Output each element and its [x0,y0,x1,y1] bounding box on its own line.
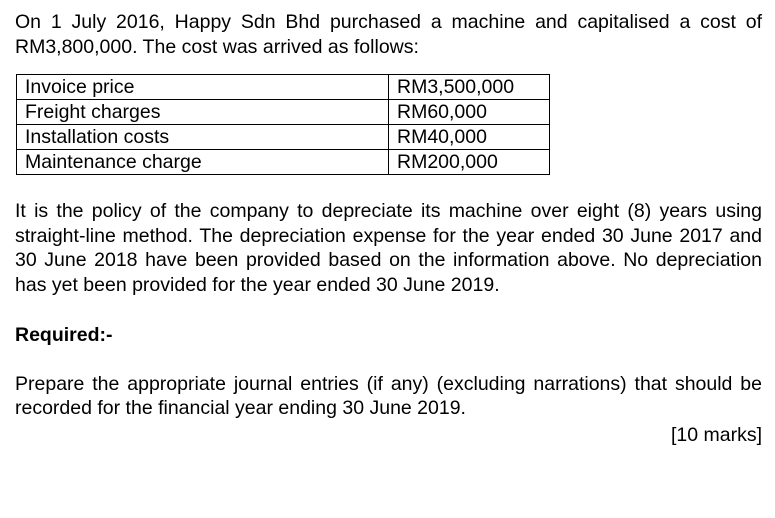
required-heading: Required:- [15,324,113,346]
cost-table [16,74,550,175]
intro-paragraph: On 1 July 2016, Happy Sdn Bhd purchased a machine and capitalised a cost of RM3,800,000. The cost was arrived as follows: [15,11,762,58]
cost-item-amount: RM60,000 [389,100,550,125]
cost-item-label: Invoice price [17,75,389,100]
marks-label: [10 marks] [670,423,762,446]
cost-item-amount: RM40,000 [389,125,550,150]
policy-paragraph: It is the policy of the company to depreciate its machine over eight (8) years using straight-line method. The depreciation expense for the year ended 30 June 2017 and 30 June 2018 have been provided based on the information above. No depreciation has yet been provided for the year ended 30 June 2019. [15,200,762,296]
cost-item-label: Maintenance charge [17,150,389,175]
cost-item-label: Installation costs [17,125,389,150]
table-row [17,150,550,175]
table-row [17,100,550,125]
cost-item-amount: RM200,000 [389,150,550,175]
table-row [17,125,550,150]
table-row [17,75,550,100]
cost-item-label: Freight charges [17,100,389,125]
instruction-paragraph: Prepare the appropriate journal entries (if any) (excluding narrations) that should be recorded for the financial year ending 30 June 2019. [15,372,762,419]
cost-item-amount: RM3,500,000 [389,75,550,100]
question-page [15,10,762,447]
